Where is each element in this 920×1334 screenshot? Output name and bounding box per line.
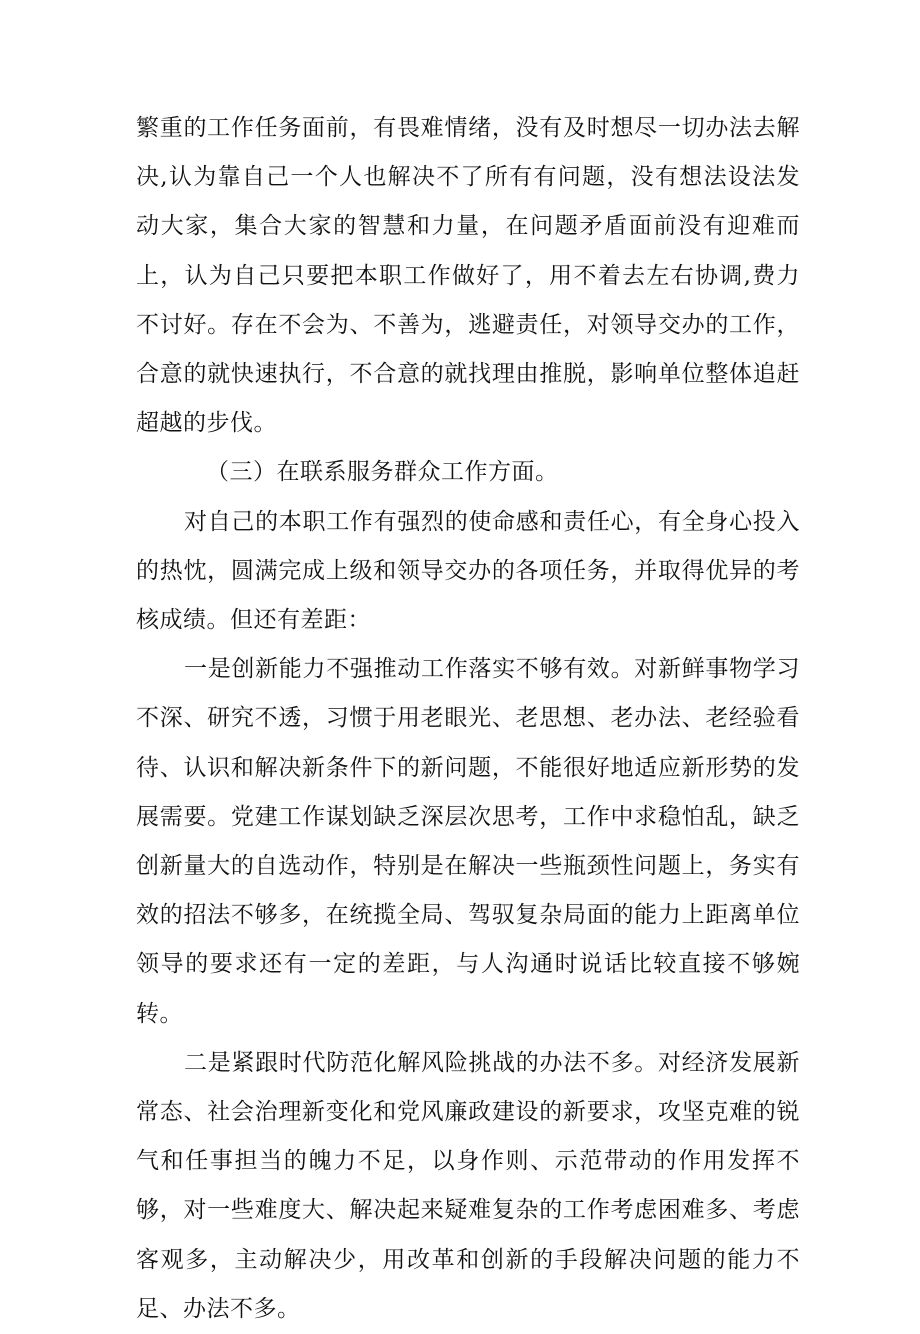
- section-heading: （三）在联系服务群众工作方面。: [206, 459, 559, 486]
- paragraph-point-two: 二是紧跟时代防范化解风险挑战的办法不多。对经济发展新常态、社会治理新变化和党风廉政建设的新要求，攻坚克难的锐气和任事担当的魄力不足，以身作则、示范带动的作用发挥不够，对一些难度大、解决起来疑难复杂的工作考虑困难多、考虑客观多，主动解决少，用改革和创新的手段解决问题的能力不足、办法不多。: [136, 1049, 800, 1322]
- paragraph-continuation: 繁重的工作任务面前，有畏难情绪，没有及时想尽一切办法去解决,认为靠自己一个人也解决不了所有有问题，没有想法设法发动大家，集合大家的智慧和力量，在问题矛盾面前没有迎难而上，认为自己只要把本职工作做好了，用不着去左右协调,费力不讨好。存在不会为、不善为，逃避责任，对领导交办的工作，合意的就快速执行，不合意的就找理由推脱，影响单位整体追赶超越的步伐。: [136, 115, 800, 437]
- document-body: [136, 104, 800, 1334]
- paragraph-intro: 对自己的本职工作有强烈的使命感和责任心，有全身心投入的热忱，圆满完成上级和领导交办的各项任务，并取得优异的考核成绩。但还有差距：: [136, 508, 800, 634]
- paragraph-point-one: 一是创新能力不强推动工作落实不够有效。对新鲜事物学习不深、研究不透，习惯于用老眼光、老思想、老办法、老经验看待、认识和解决新条件下的新问题，不能很好地适应新形势的发展需要。党建工作谋划缺乏深层次思考，工作中求稳怕乱，缺乏创新量大的自选动作，特别是在解决一些瓶颈性问题上，务实有效的招法不够多，在统揽全局、驾驭复杂局面的能力上距离单位领导的要求还有一定的差距，与人沟通时说话比较直接不够婉转。: [136, 656, 800, 1027]
